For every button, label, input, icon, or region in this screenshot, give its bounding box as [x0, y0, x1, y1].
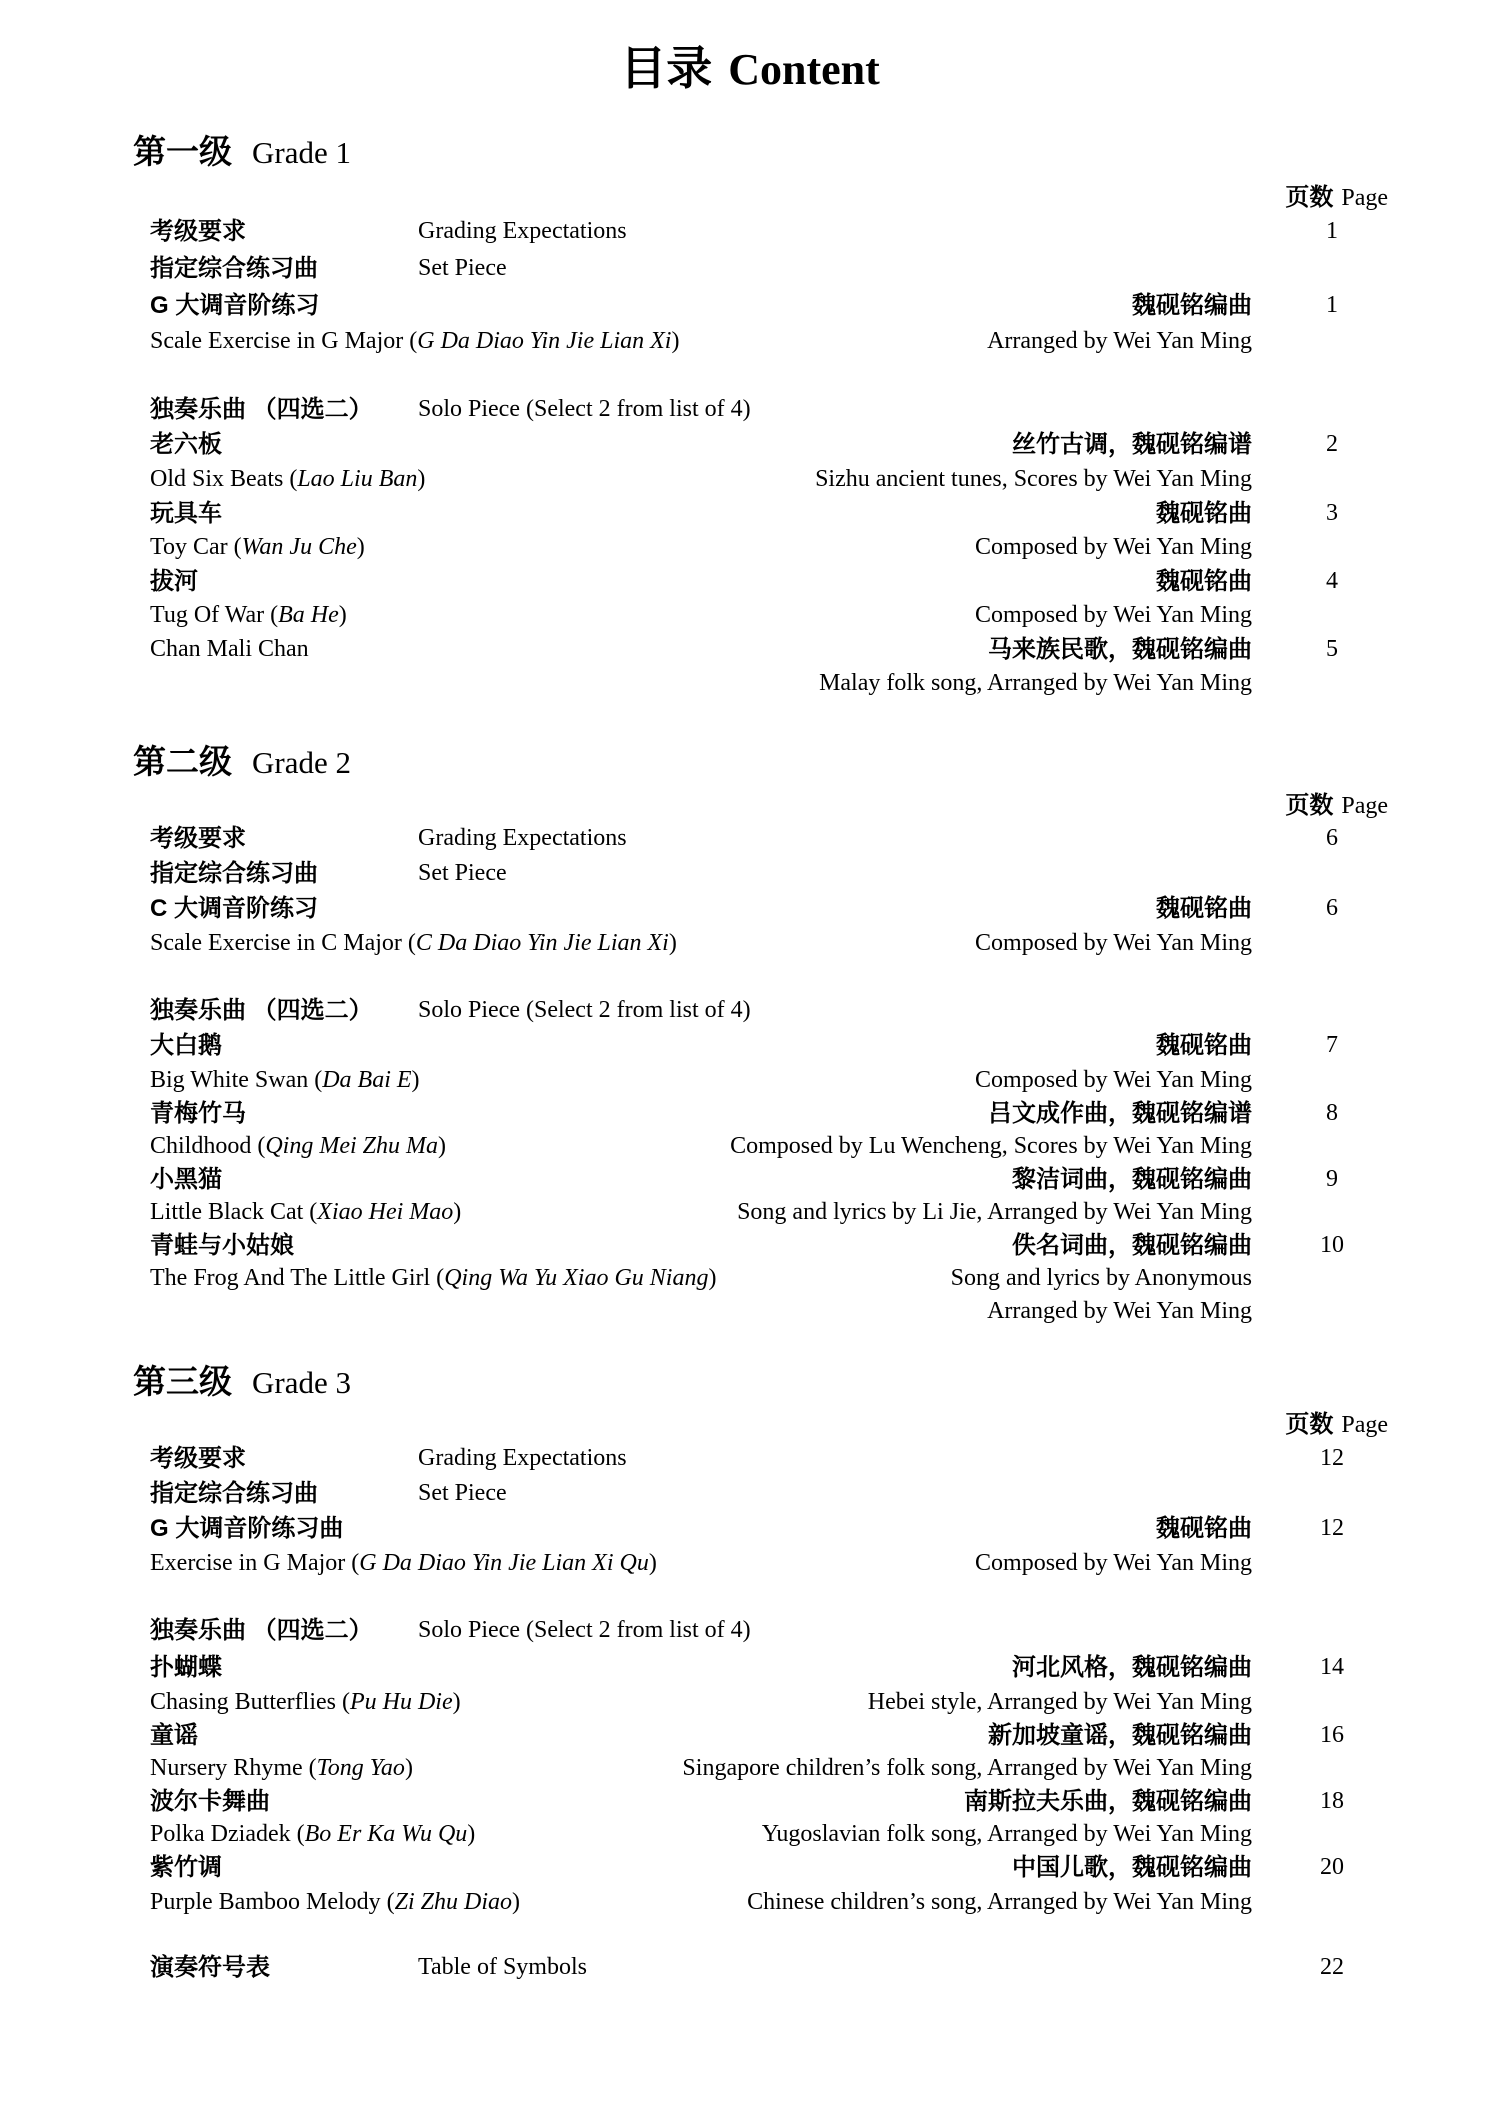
row-label-zh: 独奏乐曲 （四选二）	[150, 997, 373, 1024]
row-label-en: Set Piece	[418, 255, 507, 281]
piece-title-zh: 玩具车	[150, 500, 222, 527]
piece-credit-en: Song and lyrics by Li Jie, Arranged by Wei Yan Ming	[737, 1199, 1252, 1225]
row-label-en: Grading Expectations	[418, 218, 627, 244]
page-number: 18	[1320, 1788, 1344, 1814]
toc-row	[150, 1751, 1500, 1786]
row-label-zh: 考级要求	[150, 1445, 246, 1472]
toc-row	[150, 891, 1500, 926]
piece-credit-zh: 魏砚铭曲	[1156, 1515, 1252, 1542]
page-col-header-zh: 页数	[1285, 184, 1334, 211]
toc-row	[150, 632, 1500, 667]
row-label-en: Grading Expectations	[418, 825, 627, 851]
toc-row	[150, 666, 1500, 701]
piece-credit-en-line2: Arranged by Wei Yan Ming	[987, 1298, 1252, 1324]
toc-row	[150, 1613, 1500, 1648]
toc-row	[150, 324, 1500, 359]
page-number: 12	[1320, 1445, 1344, 1471]
section-heading-en: Grade 2	[252, 745, 351, 780]
piece-title-latin: Chan Mali Chan	[150, 636, 309, 662]
toc-row	[150, 1063, 1500, 1098]
row-label-en: Table of Symbols	[418, 1954, 587, 1980]
toc-row	[150, 1028, 1500, 1063]
piece-title-en: Exercise in G Major (G Da Diao Yin Jie Lian Xi Qu)	[150, 1550, 657, 1576]
piece-title-en: Scale Exercise in C Major (C Da Diao Yin Jie Lian Xi)	[150, 930, 677, 956]
page-col-header-en: Page	[1341, 793, 1388, 819]
piece-title-en: Chasing Butterflies (Pu Hu Die)	[150, 1689, 461, 1715]
page-col-header	[150, 1407, 1500, 1442]
toc-row-table-of-symbols	[150, 1950, 1500, 1985]
row-label-en: Grading Expectations	[418, 1445, 627, 1471]
page-number: 9	[1326, 1166, 1338, 1192]
piece-title-en: Big White Swan (Da Bai E)	[150, 1067, 420, 1093]
toc-row	[150, 1162, 1500, 1197]
section-heading-en: Grade 1	[252, 135, 351, 170]
page-number: 7	[1326, 1032, 1338, 1058]
page-col-header-en: Page	[1341, 1412, 1388, 1438]
toc-row	[150, 288, 1500, 323]
row-label-zh: 指定综合练习曲	[150, 860, 318, 887]
section-heading-en: Grade 3	[252, 1365, 351, 1400]
row-label-en: Set Piece	[418, 860, 507, 886]
doc-title-zh: 目录	[620, 42, 713, 94]
piece-credit-en: Composed by Wei Yan Ming	[975, 930, 1252, 956]
piece-credit-zh: 魏砚铭曲	[1156, 1032, 1252, 1059]
page-number: 8	[1326, 1100, 1338, 1126]
section-heading-zh: 第一级	[133, 133, 232, 170]
page-number: 6	[1326, 895, 1338, 921]
row-label-zh: 演奏符号表	[150, 1954, 270, 1981]
piece-credit-zh: 河北风格，魏砚铭编曲	[1012, 1654, 1252, 1681]
page-number: 2	[1326, 431, 1338, 457]
piece-credit-zh: 黎洁词曲，魏砚铭编曲	[1012, 1166, 1252, 1193]
page-col-header	[150, 788, 1500, 823]
piece-title-zh: 拔河	[150, 568, 198, 595]
row-label-en: Solo Piece (Select 2 from list of 4)	[418, 1617, 751, 1643]
row-label-en: Solo Piece (Select 2 from list of 4)	[418, 997, 751, 1023]
piece-credit-zh: 佚名词曲，魏砚铭编曲	[1012, 1232, 1252, 1259]
section-heading-grade3	[133, 1358, 1500, 1406]
piece-title-zh: G 大调音阶练习	[150, 292, 320, 319]
toc-row	[150, 1441, 1500, 1476]
toc-row	[150, 564, 1500, 599]
piece-credit-zh: 魏砚铭编曲	[1132, 292, 1252, 319]
toc-row	[150, 214, 1500, 249]
piece-credit-zh: 丝竹古调，魏砚铭编谱	[1012, 431, 1252, 458]
page-col-header	[150, 180, 1500, 215]
toc-row	[150, 1261, 1500, 1296]
piece-title-en: Old Six Beats (Lao Liu Ban)	[150, 466, 426, 492]
toc-row	[150, 1685, 1500, 1720]
toc-row	[150, 1784, 1500, 1819]
piece-title-zh: 紫竹调	[150, 1854, 222, 1881]
page-number: 5	[1326, 636, 1338, 662]
piece-credit-en: Yugoslavian folk song, Arranged by Wei Yan Ming	[761, 1821, 1252, 1847]
toc-row	[150, 1546, 1500, 1581]
section-heading-grade2	[133, 738, 1500, 786]
row-label-zh: 指定综合练习曲	[150, 255, 318, 282]
page-col-header-zh: 页数	[1285, 1411, 1334, 1438]
piece-title-en: Little Black Cat (Xiao Hei Mao)	[150, 1199, 462, 1225]
section-heading-zh: 第三级	[133, 1363, 232, 1400]
piece-credit-en: Singapore children’s folk song, Arranged by Wei Yan Ming	[682, 1755, 1252, 1781]
piece-credit-zh: 新加坡童谣，魏砚铭编曲	[988, 1722, 1252, 1749]
toc-row	[150, 1096, 1500, 1131]
page-number: 6	[1326, 825, 1338, 851]
doc-title	[0, 38, 1500, 98]
page-number: 12	[1320, 1515, 1344, 1541]
piece-credit-zh: 魏砚铭曲	[1156, 568, 1252, 595]
toc-row	[150, 993, 1500, 1028]
toc-row	[150, 598, 1500, 633]
piece-title-en: Childhood (Qing Mei Zhu Ma)	[150, 1133, 446, 1159]
piece-credit-en: Arranged by Wei Yan Ming	[987, 328, 1252, 354]
toc-row	[150, 1511, 1500, 1546]
piece-title-en: Polka Dziadek (Bo Er Ka Wu Qu)	[150, 1821, 476, 1847]
page-number: 1	[1326, 218, 1338, 244]
piece-title-zh: 大白鹅	[150, 1032, 222, 1059]
toc-row	[150, 1817, 1500, 1852]
toc-row	[150, 530, 1500, 565]
toc-row	[150, 821, 1500, 856]
piece-credit-en: Composed by Lu Wencheng, Scores by Wei Yan Ming	[730, 1133, 1252, 1159]
piece-title-zh: 童谣	[150, 1722, 198, 1749]
toc-row	[150, 1294, 1500, 1329]
piece-title-zh: 老六板	[150, 431, 222, 458]
toc-row	[150, 1476, 1500, 1511]
page-number: 3	[1326, 500, 1338, 526]
page-number: 4	[1326, 568, 1338, 594]
piece-credit-zh: 马来族民歌，魏砚铭编曲	[988, 636, 1252, 663]
piece-title-zh: 波尔卡舞曲	[150, 1788, 270, 1815]
piece-credit-en: Hebei style, Arranged by Wei Yan Ming	[867, 1689, 1252, 1715]
piece-credit-en: Composed by Wei Yan Ming	[975, 1067, 1252, 1093]
piece-credit-en: Composed by Wei Yan Ming	[975, 602, 1252, 628]
toc-row	[150, 856, 1500, 891]
page-number: 1	[1326, 292, 1338, 318]
piece-title-en: The Frog And The Little Girl (Qing Wa Yu Xiao Gu Niang)	[150, 1265, 717, 1291]
toc-row	[150, 1129, 1500, 1164]
piece-title-en: Tug Of War (Ba He)	[150, 602, 347, 628]
piece-title-zh: C 大调音阶练习	[150, 895, 318, 922]
piece-title-en: Purple Bamboo Melody (Zi Zhu Diao)	[150, 1889, 521, 1915]
row-label-zh: 独奏乐曲 （四选二）	[150, 1617, 373, 1644]
piece-credit-en: Composed by Wei Yan Ming	[975, 534, 1252, 560]
piece-credit-en: Malay folk song, Arranged by Wei Yan Ming	[819, 670, 1252, 696]
row-label-zh: 考级要求	[150, 218, 246, 245]
piece-title-en: Toy Car (Wan Ju Che)	[150, 534, 365, 560]
piece-credit-en: Sizhu ancient tunes, Scores by Wei Yan Ming	[815, 466, 1252, 492]
row-label-zh: 考级要求	[150, 825, 246, 852]
toc-row	[150, 427, 1500, 462]
toc-row	[150, 462, 1500, 497]
toc-row	[150, 1650, 1500, 1685]
toc-row	[150, 1228, 1500, 1263]
section-heading-zh: 第二级	[133, 743, 232, 780]
toc-row	[150, 1850, 1500, 1885]
page-number: 22	[1320, 1954, 1344, 1980]
piece-title-zh: 扑蝴蝶	[150, 1654, 222, 1681]
piece-credit-zh: 吕文成作曲，魏砚铭编谱	[988, 1100, 1252, 1127]
row-label-zh: 指定综合练习曲	[150, 1480, 318, 1507]
piece-title-en: Scale Exercise in G Major (G Da Diao Yin Jie Lian Xi)	[150, 328, 680, 354]
toc-row	[150, 251, 1500, 286]
toc-row	[150, 1718, 1500, 1753]
page-number: 14	[1320, 1654, 1344, 1680]
page-col-header-zh: 页数	[1285, 792, 1334, 819]
section-heading-grade1	[133, 128, 1500, 176]
page-number: 16	[1320, 1722, 1344, 1748]
piece-title-zh: 青梅竹马	[150, 1100, 246, 1127]
piece-title-zh: G 大调音阶练习曲	[150, 1515, 344, 1542]
piece-title-zh: 青蛙与小姑娘	[150, 1232, 294, 1259]
piece-credit-zh: 中国儿歌，魏砚铭编曲	[1012, 1854, 1252, 1881]
row-label-en: Solo Piece (Select 2 from list of 4)	[418, 396, 751, 422]
piece-credit-zh: 南斯拉夫乐曲，魏砚铭编曲	[964, 1788, 1252, 1815]
piece-title-zh: 小黑猫	[150, 1166, 222, 1193]
doc-title-en: Content	[728, 45, 880, 94]
page-col-header-en: Page	[1341, 185, 1388, 211]
page-number: 10	[1320, 1232, 1344, 1258]
piece-credit-en: Composed by Wei Yan Ming	[975, 1550, 1252, 1576]
row-label-zh: 独奏乐曲 （四选二）	[150, 396, 373, 423]
piece-credit-zh: 魏砚铭曲	[1156, 895, 1252, 922]
piece-title-en: Nursery Rhyme (Tong Yao)	[150, 1755, 413, 1781]
row-label-en: Set Piece	[418, 1480, 507, 1506]
toc-row	[150, 392, 1500, 427]
piece-credit-en: Song and lyrics by Anonymous	[950, 1265, 1252, 1291]
toc-row	[150, 1885, 1500, 1920]
piece-credit-en: Chinese children’s song, Arranged by Wei Yan Ming	[747, 1889, 1252, 1915]
piece-credit-zh: 魏砚铭曲	[1156, 500, 1252, 527]
toc-row	[150, 1195, 1500, 1230]
page-number: 20	[1320, 1854, 1344, 1880]
toc-row	[150, 496, 1500, 531]
toc-row	[150, 926, 1500, 961]
